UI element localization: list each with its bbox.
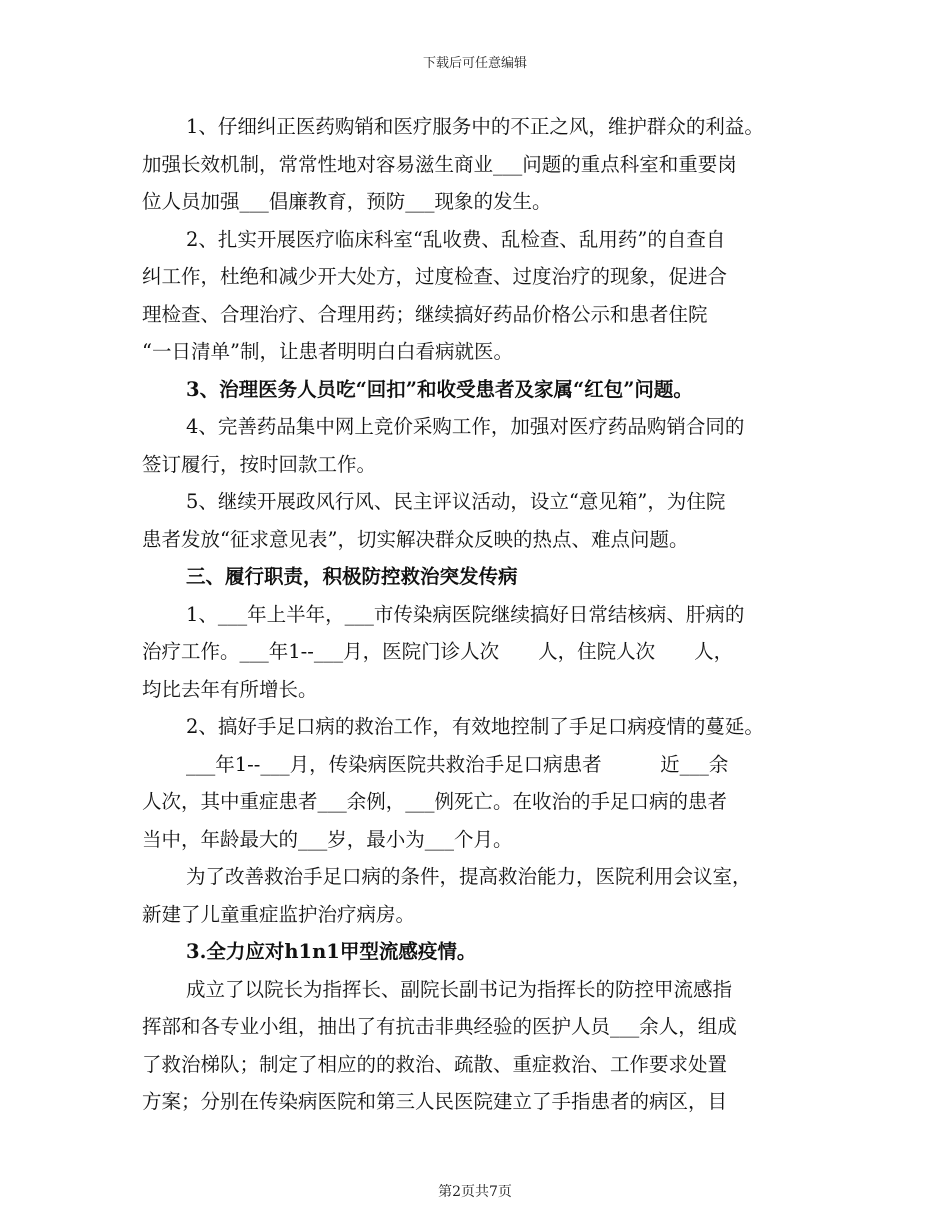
body-text-line: 了救治梯队；制定了相应的的救治、疏散、重症救治、工作要求处置 <box>142 1052 728 1076</box>
body-text-line: 新建了儿童重症监护治疗病房。 <box>142 902 416 926</box>
body-text-line: 纠工作，杜绝和减少开大处方，过度检查、过度治疗的现象，促进合 <box>142 265 728 288</box>
page-footer: 第2页共7页 <box>438 1184 512 1200</box>
body-text-line: 4、完善药品集中网上竞价采购工作，加强对医疗药品购销合同的 <box>186 415 745 438</box>
section-heading-line: 3.全力应对h1n1甲型流感疫情。 <box>186 940 477 963</box>
body-text-line: 成立了以院长为指挥长、副院长副书记为指挥长的防控甲流感指 <box>186 977 733 1001</box>
body-text-line: 1、___年上半年，___市传染病医院继续搞好日常结核病、肝病的 <box>186 602 745 626</box>
body-text-line: ___年1--___月，传染病医院共救治手足口病患者 近___余 <box>186 752 729 776</box>
section-heading-line: 三、履行职责，积极防控救治突发传病 <box>186 565 518 588</box>
document-body <box>142 108 822 1121</box>
body-text-line: 治疗工作。___年1--___月，医院门诊人次 人，住院人次 人， <box>142 640 734 663</box>
body-text-line: 人次，其中重症患者___余例，___例死亡。在收治的手足口病的患者 <box>142 790 728 813</box>
body-text-line: 位人员加强___倡廉教育，预防___现象的发生。 <box>142 190 552 213</box>
body-text-line: 理检查、合理治疗、合理用药；继续搞好药品价格公示和患者住院 <box>142 302 708 326</box>
body-text-line: 当中，年龄最大的___岁，最小为___个月。 <box>142 827 513 851</box>
body-text-line: 加强长效机制，常常性地对容易滋生商业___问题的重点科室和重要岗 <box>142 152 737 176</box>
body-text-line: “一日清单”制，让患者明明白白看病就医。 <box>142 340 513 363</box>
body-text-line: 1、仔细纠正医药购销和医疗服务中的不正之风，维护群众的利益。 <box>186 115 764 138</box>
body-text-line: 方案；分别在传染病医院和第三人民医院建立了手指患者的病区，目 <box>142 1090 728 1113</box>
body-text-line: 挥部和各专业小组，抽出了有抗击非典经验的医护人员___余人，组成 <box>142 1015 737 1038</box>
body-text-line: 均比去年有所增长。 <box>142 677 318 701</box>
body-text-line: 为了改善救治手足口病的条件，提高救治能力，医院利用会议室， <box>186 865 752 888</box>
section-heading-line: 3、治理医务人员吃“回扣”和收受患者及家属“红包”问题。 <box>186 377 693 401</box>
page-header: 下载后可任意编辑 <box>422 56 527 71</box>
body-text-line: 2、扎实开展医疗临床科室“乱收费、乱检查、乱用药”的自查自 <box>186 227 726 251</box>
body-text-line: 患者发放“征求意见表”，切实解决群众反映的热点、难点问题。 <box>142 527 689 551</box>
body-text-line: 签订履行，按时回款工作。 <box>142 452 377 476</box>
body-text-line: 5、继续开展政风行风、民主评议活动，设立“意见箱”，为住院 <box>186 490 726 513</box>
body-text-line: 2、搞好手足口病的救治工作，有效地控制了手足口病疫情的蔓延。 <box>186 715 764 738</box>
